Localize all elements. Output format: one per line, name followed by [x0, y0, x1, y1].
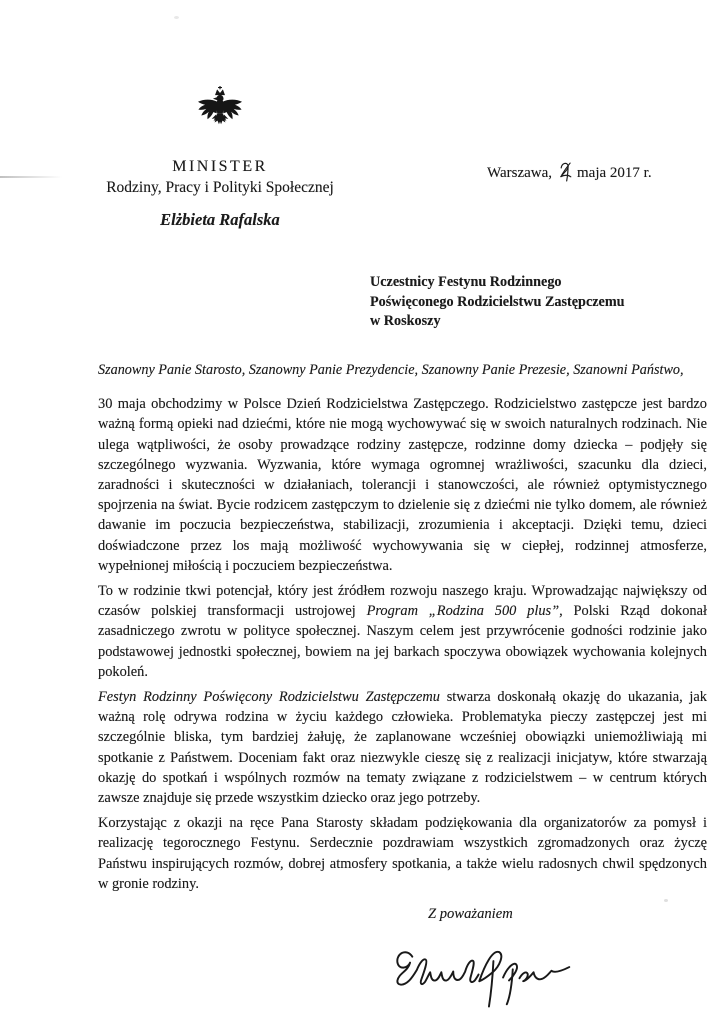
polish-eagle-emblem-icon — [195, 86, 245, 140]
paragraph-2 — [98, 581, 707, 682]
paragraph-2-text: To w rodzinie tkwi potencjał, który jest źródłem rozwoju naszego kraju. Wprowadzając największy od czasów polskiej transformacji ustrojowej — [98, 583, 707, 620]
addressee-block — [370, 273, 625, 332]
dateline — [487, 161, 652, 183]
paragraph-4: Korzystając z okazji na ręce Pana Starosty składam podziękowania dla organizatorów za pomysł i realizację tegorocznego Festynu. Serdecznie pozdrawiam wszystkich zgromadzonych oraz życzę Państwu inspirujących rozmów, dobrej atmosfery spotkania, a także wielu radosnych chwil spędzonych w gronie rodziny. — [98, 815, 707, 892]
addressee-line: Poświęconego Rodzicielstwu Zastępczemu — [370, 293, 625, 310]
minister-name: Elżbieta Rafalska — [160, 210, 280, 229]
program-500plus-emphasis: Program „Rodzina 500 plus” — [366, 603, 560, 620]
ministry-name: Rodziny, Pracy i Polityki Społecznej — [106, 179, 334, 196]
festyn-title-emphasis: Festyn Rodzinny Poświęcony Rodzicielstwu Zastępczemu — [98, 689, 440, 706]
handwritten-day — [557, 161, 575, 183]
addressee-line: Uczestnicy Festynu Rodzinnego — [370, 274, 562, 290]
salutation: Szanowny Panie Starosto, Szanowny Panie Prezydencie, Szanowny Panie Prezesie, Szanowni Państwo, — [98, 362, 684, 378]
letterhead — [95, 86, 345, 230]
paragraph-2-text: , Polski Rząd dokonał zasadniczego zwrotu w polityce społecznej. Naszym celem jest przywrócenie godności rodzinie jako podstawowej jednostki społecznej, bowiem na jej barkach spoczywa obowiązek wychowania kolejnych pokoleń. — [98, 603, 708, 680]
paragraph-3-text: stwarza doskonałą okazję do ukazania, jak ważną rolę odrywa rodzina w życiu każdego człowieka. Problematyka pieczy zastępczej jest mi szczególnie bliska, tym bardziej żałuję, że zaplanowane wcześniej obowiązki uniemożliwiają mi spotkanie z Państwem. Doceniam fakt oraz niezwykle cieszę się z realizacji inicjatyw, które stwarzają okazję do spotkań i wspólnych rozmów na tematy związane z rodzicielstwem – w centrum których zawsze znajduje się przede wszystkim dziecko oraz jego potrzeby. — [98, 689, 708, 807]
date-city: Warszawa, — [487, 165, 553, 181]
paragraph-3 — [98, 687, 707, 808]
paragraph-1: 30 maja obchodzimy w Polsce Dzień Rodzicielstwa Zastępczego. Rodzicielstwo zastępcze jest bardzo ważną formą opieki nad dziećmi, które nie mogą wychowywać się w swoich naturalnych rodzinach. Nie ulega wątpliwości, że osoby prowadzące rodziny zastępcze, rodzinne domy dziecka – podjęły się szczególnego wyzwania. Wyzwania, które wymaga ogromnej wrażliwości, szacunku dla dzieci, zaradności i skuteczności w działaniach, tolerancji i stanowczości, ale również optymistycznego spojrzenia na świat. Bycie rodzicem zastępczym to dzielenie się z dziećmi nie tylko domem, ale również dawanie im poczucia bezpieczeństwa, stabilizacji, zrozumienia i akceptacji. Dzięki temu, dzieci doświadczone przez los mają możliwość wychowywania się w ciepłej, rodzinnej atmosferze, wypełnionej miłością i poczuciem bezpieczeństwa. — [98, 396, 707, 574]
valediction: Z poważaniem — [428, 906, 513, 923]
minister-title: MINISTER — [172, 158, 268, 175]
scan-artifact-dot — [174, 16, 179, 19]
addressee-line: w Roskoszy — [370, 313, 441, 329]
date-rest: maja 2017 r. — [577, 165, 652, 181]
handwritten-signature — [390, 938, 576, 1014]
letter-body — [98, 360, 707, 1014]
scan-artifact-line — [0, 176, 62, 178]
